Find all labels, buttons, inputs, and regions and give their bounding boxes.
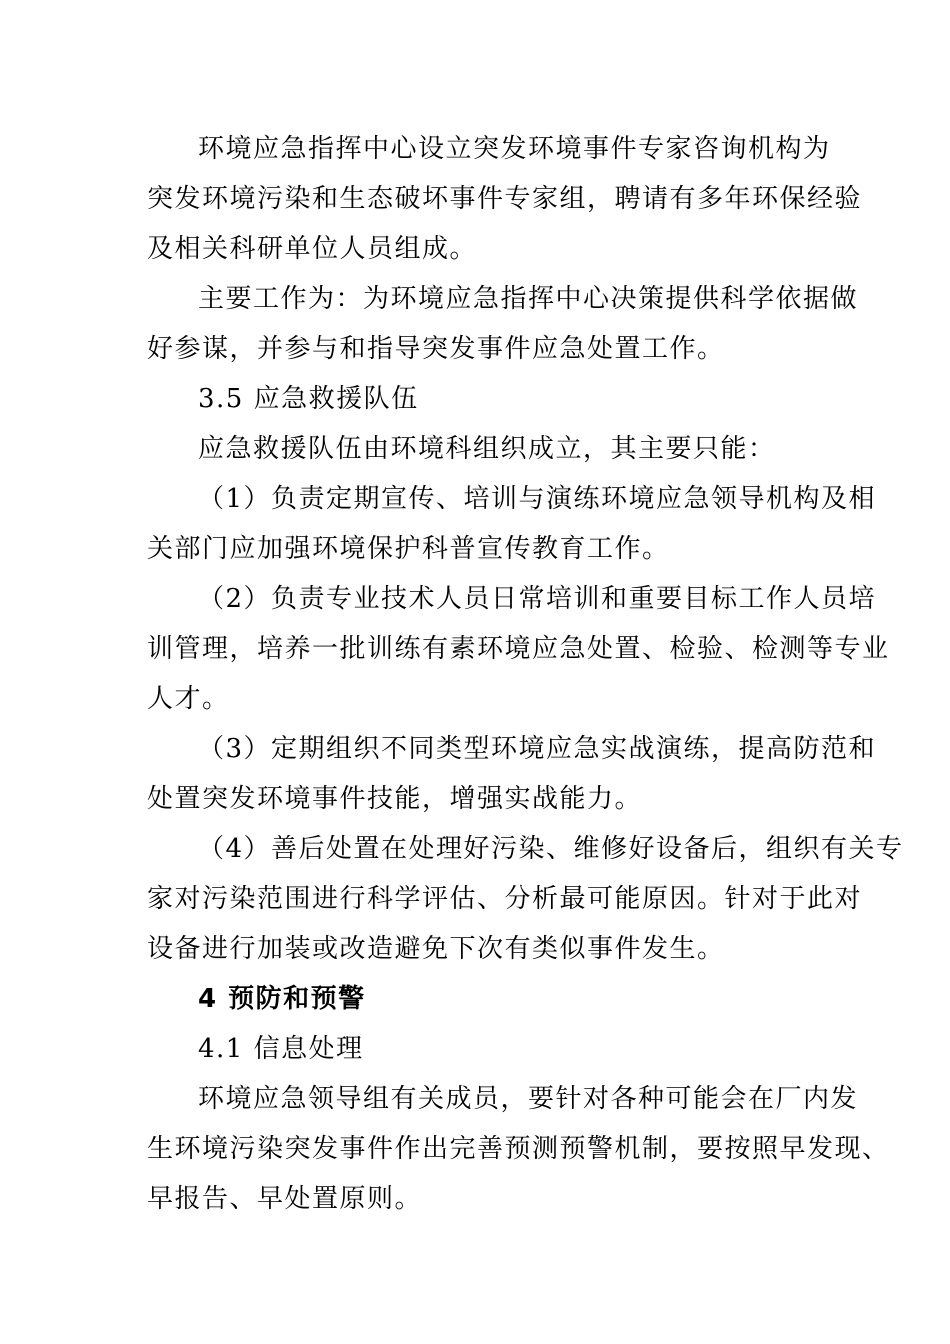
section-heading-3-5: 3.5 应急救援队伍	[198, 384, 419, 414]
list-item-4-line-1: （4）善后处置在处理好污染、维修好设备后，组织有关专	[198, 834, 904, 864]
paragraph-info-handling-line-3: 早报告、早处置原则。	[147, 1184, 423, 1214]
list-item-2-line-1: （2）负责专业技术人员日常培训和重要目标工作人员培	[198, 584, 877, 614]
list-item-1-line-1: （1）负责定期宣传、培训与演练环境应急领导机构及相	[198, 484, 877, 514]
paragraph-main-work-line-1: 主要工作为：为环境应急指挥中心决策提供科学依据做	[198, 284, 859, 314]
paragraph-expert-group-line-3: 及相关科研单位人员组成。	[147, 234, 478, 264]
paragraph-rescue-team-line-1: 应急救援队伍由环境科组织成立，其主要只能：	[198, 434, 776, 464]
list-item-3-line-1: （3）定期组织不同类型环境应急实战演练，提高防范和	[198, 734, 877, 764]
paragraph-expert-group-line-2: 突发环境污染和生态破坏事件专家组，聘请有多年环保经验	[147, 184, 863, 214]
list-item-2-line-3: 人才。	[147, 684, 230, 714]
list-item-1-line-2: 关部门应加强环境保护科普宣传教育工作。	[147, 534, 670, 564]
section-heading-4: 4 预防和预警	[198, 984, 366, 1014]
paragraph-info-handling-line-2: 生环境污染突发事件作出完善预测预警机制，要按照早发现、	[147, 1134, 890, 1164]
section-heading-4-1: 4.1 信息处理	[198, 1034, 364, 1064]
list-item-4-line-3: 设备进行加装或改造避免下次有类似事件发生。	[147, 934, 725, 964]
paragraph-expert-group-line-1: 环境应急指挥中心设立突发环境事件专家咨询机构为	[198, 134, 831, 164]
list-item-2-line-2: 训管理，培养一批训练有素环境应急处置、检验、检测等专业	[147, 634, 890, 664]
list-item-3-line-2: 处置突发环境事件技能，增强实战能力。	[147, 784, 643, 814]
paragraph-main-work-line-2: 好参谋，并参与和指导突发事件应急处置工作。	[147, 334, 725, 364]
list-item-4-line-2: 家对污染范围进行科学评估、分析最可能原因。针对于此对	[147, 884, 863, 914]
paragraph-info-handling-line-1: 环境应急领导组有关成员，要针对各种可能会在厂内发	[198, 1084, 859, 1114]
